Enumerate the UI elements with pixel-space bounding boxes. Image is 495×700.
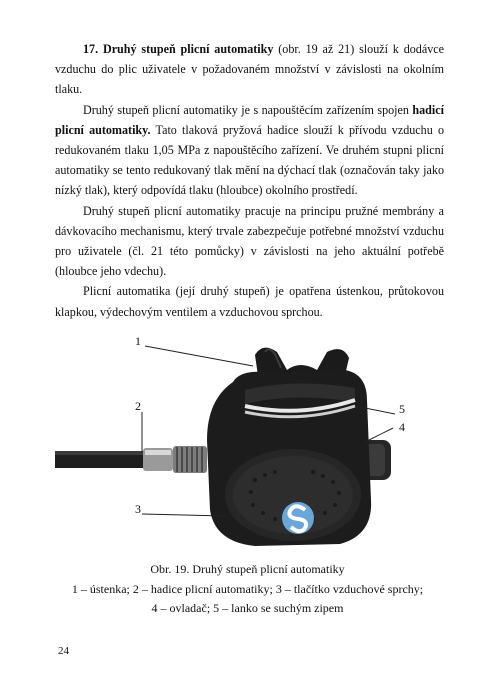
- callout-3: 3: [135, 502, 141, 516]
- caption-legend-line-1: 1 – ústenka; 2 – hadice plicní automatiky; 3 – tlačítko vzduchové sprchy;: [71, 581, 424, 596]
- callout-5: 5: [399, 402, 405, 416]
- callout-4: 4: [399, 420, 405, 434]
- section-heading: 17. Druhý stupeň plicní automatiky: [83, 42, 274, 56]
- body-text: [55, 39, 444, 322]
- paragraph-2: Druhý stupeň plicní automatiky je s napouštěcím zařízením spojen hadicí plicní automatiky. Tato tlaková pryžová hadice slouží k přívodu vzduchu o redukovaném tlaku 1,05 MPa z napouštěcího zařízení. Ve druhém stupni plicní automatiky se tento redukovaný tlak mění na dýchací tlak (označován taky jako nízký tlak), který odpovídá tlaku (hloubce) okolního prostředí.: [55, 102, 444, 198]
- page-number: 24: [58, 645, 69, 657]
- caption-legend-line-2: 4 – ovladač; 5 – lanko se suchým zipem: [151, 601, 344, 615]
- paragraph-3: Druhý stupeň plicní automatiky pracuje na principu pružné membrány a dávkovacího mechanismu, který trvale zabezpečuje potřebné množství vzduchu pro uživatele (čl. 21 této pomůcky) v závislosti na jeho aktuální potřebě (hloubce jeho vdechu).: [55, 203, 444, 279]
- paragraph-1: 17. Druhý stupeň plicní automatiky (obr. 19 až 21) slouží k dodávce vzduchu do plic uživatele v požadovaném množství v závislosti na okolním tlaku.: [55, 42, 444, 97]
- paragraph-4: Plicní automatika (její druhý stupeň) je opatřena ústenkou, průtokovou klapkou, výdechovým ventilem a vzduchovou sprchou.: [55, 284, 444, 319]
- figure-caption: [40, 560, 455, 619]
- regulator-photo: [55, 330, 444, 555]
- callout-1: 1: [135, 334, 141, 348]
- caption-title: Obr. 19. Druhý stupeň plicní automatiky: [150, 562, 345, 576]
- callout-2: 2: [135, 399, 141, 413]
- hose: [55, 446, 207, 473]
- bold-term: hadicí plicní automatiky.: [55, 102, 444, 137]
- regulator-body: [207, 370, 371, 546]
